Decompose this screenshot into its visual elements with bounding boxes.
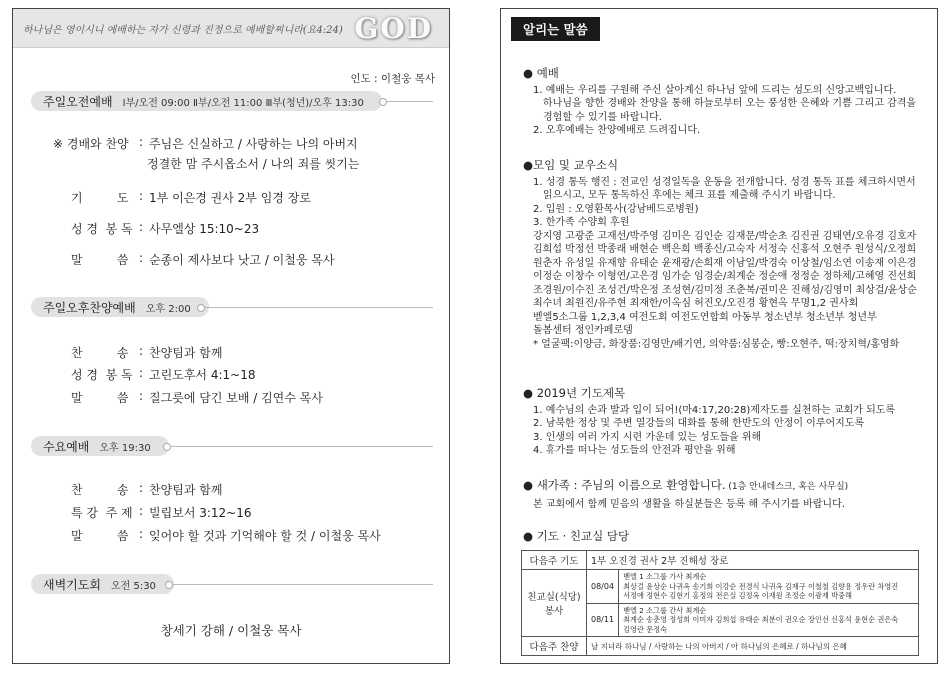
section-title: 주일오전예배 [43, 94, 113, 109]
notice-heading: ●모임 및 교우소식 [523, 158, 619, 172]
notice-line: 읽으시고, 모두 통독하신 후에는 체크 표를 제출해 주시기 바랍니다. [543, 190, 836, 201]
duty-line: 김영란 문정숙 [623, 624, 668, 634]
row-value: 찬양팀과 함께 [149, 346, 223, 360]
section-line [171, 446, 433, 447]
sermon-row: 말 씀 : 순종이 제사보다 낫고 / 이철웅 목사 [71, 251, 335, 267]
table-row [522, 570, 919, 604]
announcements-title: 알리는 말씀 [511, 17, 600, 41]
section-time: Ⅰ부/오전 09:00 Ⅱ부/오전 11:00 Ⅲ부(청년)/오후 13:30 [122, 97, 364, 109]
notice-line: 경험할 수 있기를 바랍니다. [543, 111, 662, 123]
table-cell: 다음주 기도 [522, 551, 587, 570]
section-pill [31, 574, 174, 594]
section-title: 주일오후찬양예배 [43, 300, 136, 315]
row-label: 말 씀 [71, 253, 129, 267]
duty-heading-block [523, 530, 923, 547]
row-label: 특 강 주 제 [71, 506, 133, 520]
section-pill [31, 91, 382, 111]
praise-row: 찬 송 : 찬양팀과 함께 [71, 481, 223, 497]
section-line [205, 307, 433, 308]
row-value: 주님은 신실하고 / 사랑하는 나의 아버지 [149, 137, 358, 151]
row-label: 기 도 [71, 191, 129, 205]
section-sunday-pm-header [31, 297, 433, 317]
section-dot [165, 581, 173, 589]
dawn-text: 창세기 강해 / 이철웅 목사 [160, 623, 302, 638]
verse-banner [13, 9, 449, 48]
notice-line: 본 교회에서 함께 믿음의 생활을 하실분들은 등록 해 주시기를 바랍니다. [533, 498, 845, 510]
prayer-notice [523, 387, 923, 458]
announcements-panel [500, 8, 938, 664]
row-value: 잊어야 할 것과 기억해야 할 것 / 이철웅 목사 [149, 529, 381, 543]
notice-line: 1. 성경 통독 행진 : 전교인 성경일독을 운동을 전개합니다. 성경 통독 표를 체크하시면서 [533, 176, 916, 188]
section-pill [31, 436, 169, 456]
notice-line: 이정순 이창수 이형연/고은경 임가순 임경순/최계순 정순애 정정순 정하체/고혜영 진선희 [533, 271, 917, 282]
section-wednesday-header [31, 436, 433, 456]
section-dot [197, 304, 205, 312]
row-label: 말 씀 [71, 391, 129, 405]
table-row [522, 551, 919, 570]
section-time: 오후 2:00 [145, 303, 191, 315]
reading-row: 성 경 봉 독 : 사무엘상 15:10~23 [71, 220, 260, 236]
table-cell: 날 지녀라 하나님 / 사랑하는 나의 아버지 / 아 하나님의 은혜로 / 하나님의 은혜 [587, 637, 919, 656]
section-line [173, 584, 433, 585]
leader-text: 인도 : 이철웅 목사 [350, 73, 435, 85]
prayer-row: 기 도 : 1부 이은경 권사 2부 임경 장로 [71, 189, 311, 205]
table-cell: 다음주 찬양 [522, 637, 587, 656]
section-dawn-header [31, 574, 433, 594]
praise-row: 찬 송 : 찬양팀과 함께 [71, 344, 223, 360]
newcomer-heading: ● 새가족 : 주님의 이름으로 환영합니다. [523, 478, 726, 492]
duty-line: 서정애 정현수 김현기 홍정의 전은실 김정옥 이재원 조정순 이광재 박중해 [623, 591, 852, 600]
row-value: 1부 이은경 권사 2부 임경 장로 [149, 191, 311, 205]
sermon-row: 말 씀 : 질그릇에 담긴 보배 / 김연수 목사 [71, 389, 323, 405]
special-row: 특 강 주 제 : 빌립보서 3:12~16 [71, 504, 252, 520]
row-label: 성 경 봉 독 [71, 368, 133, 382]
verse-text: 하나님은 영이시니 예배하는 자가 신령과 진정으로 예배할찌니라(요4:24) [23, 25, 343, 36]
worship-order-panel [12, 8, 450, 664]
notice-line: 3. 인생의 여러 가지 시련 가운데 있는 성도들을 위해 [533, 431, 762, 443]
notice-line: 돌봄센터 정인카페로뎀 [533, 325, 633, 336]
duty-line: 벧엘 2 소그룹 간사 최계순 [623, 605, 707, 615]
row-value: 질그릇에 담긴 보배 / 김연수 목사 [149, 391, 323, 405]
duty-line: 최계순 송춘영 정성희 이미자 김희섭 유태순 최분이 권오순 장인선 신홍석 윤현순 권은숙 [623, 615, 899, 624]
news-notice [523, 159, 923, 351]
row-label: 성 경 봉 독 [71, 222, 133, 236]
section-time: 오후 19:30 [99, 442, 151, 454]
duty-line: 벧엘 1 소그룹 가사 최계순 [623, 572, 707, 581]
notice-line: 강지영 고광준 고재선/박주영 김미은 김인순 김재문/박순초 김진권 김태연/오유경 김호자 [533, 230, 917, 242]
duty-line: 최상걸 윤상순 나귀옥 송기희 이강순 전경식 나귀옥 김재구 이철철 김향용 정우란 차영진 [623, 581, 899, 591]
god-logo: GOD [354, 12, 433, 45]
worship-row: ※ 경배와 찬양 : 주님은 신실하고 / 사랑하는 나의 아버지 [53, 135, 358, 151]
sermon-row: 말 씀 : 잊어야 할 것과 기억해야 할 것 / 이철웅 목사 [71, 527, 381, 543]
table-cell: 08/11 [587, 603, 619, 637]
section-title: 수요예배 [43, 439, 90, 454]
section-sunday-am-header [31, 91, 433, 111]
notice-line: * 얼굴팩:이양금, 화장품:김영만/배기연, 의약품:심봉순, 빵:오현주, 떡:장치혁/홍영화 [533, 338, 900, 350]
row-label: ※ 경배와 찬양 [53, 137, 129, 151]
table-row [522, 637, 919, 656]
table-cell [522, 570, 587, 637]
row-value: 순종이 제사보다 낫고 / 이철웅 목사 [149, 253, 335, 267]
section-title: 새벽기도회 [43, 577, 101, 592]
notice-line: 최수녀 최원진/유주현 최재한/이옥심 허진오/오진경 황현옥 무명1,2 권사회 [533, 298, 859, 309]
row-value: 고린도후서 4:1~18 [149, 368, 256, 382]
section-pill [31, 297, 209, 317]
duty-table [521, 550, 919, 656]
table-cell [619, 603, 919, 637]
notice-line: 벧엘5소그룹 1,2,3,4 여전도회 여전도연합회 아동부 청소년부 청소년부 청년부 [533, 311, 877, 323]
notice-heading: ● 2019년 기도제목 [523, 386, 626, 400]
notice-line: 김희섭 박정선 박종래 배현순 백은희 백종신/고숙자 서정숙 신홍석 오현주 원성식/오정희 [533, 244, 917, 255]
fellowship-label: 친교실(식당) [527, 592, 581, 603]
section-time: 오전 5:30 [110, 580, 156, 592]
notice-line: 조경원/이수진 조성건/박은정 조성현/김미정 조춘복/권미은 진해성/김영미 최상걸/윤상순 [533, 284, 917, 296]
row-value: 사무엘상 15:10~23 [149, 222, 260, 236]
section-dot [163, 443, 171, 451]
table-cell: 08/04 [587, 570, 619, 604]
newcomer-heading-small: (1층 안내데스크, 혹은 사무실) [725, 482, 849, 492]
row-label: 찬 송 [71, 483, 129, 497]
notice-line: 2. 입원 : 오영환목사(강남베드로병원) [533, 203, 699, 215]
notice-line: 1. 예수님의 손과 발과 입이 되어!(마4:17,20:28)제자도를 실천하는 교회가 되도록 [533, 404, 896, 416]
notice-line: 3. 한가족 수양회 후원 [533, 217, 630, 228]
notice-line: 1. 예배는 우리를 구원해 주신 살아계신 하나님 앞에 드리는 성도의 신앙고백입니다. [533, 84, 897, 96]
notice-line: 4. 휴가를 떠나는 성도들의 안전과 평안을 위해 [533, 445, 736, 456]
row-label: 말 씀 [71, 529, 129, 543]
notice-heading: ● 예배 [523, 66, 559, 80]
notice-line: 2. 남북한 정상 및 주변 열강들의 대화를 통해 한반도의 안정이 이루어지도록 [533, 418, 865, 429]
notice-line: 하나님을 향한 경배와 찬양을 통해 하늘로부터 오는 풍성한 은혜와 기쁨 그리고 감격을 [543, 98, 917, 109]
worship-row-2 [147, 155, 359, 172]
notice-heading: ● 기도 · 친교실 담당 [523, 529, 630, 543]
row-value: 빌립보서 3:12~16 [149, 506, 252, 520]
row-value: 찬양팀과 함께 [149, 483, 223, 497]
row-value: 정결한 맘 주시옵소서 / 나의 죄를 씻기는 [147, 157, 360, 171]
row-label: 찬 송 [71, 346, 129, 360]
section-line [387, 101, 433, 102]
notice-heading [523, 479, 923, 495]
reading-row: 성 경 봉 독 : 고린도후서 4:1~18 [71, 366, 256, 382]
section-dot [379, 98, 387, 106]
table-cell: 1부 오진경 권사 2부 진해성 장로 [587, 551, 919, 570]
newcomer-notice [523, 479, 923, 511]
fellowship-label-2: 봉사 [544, 606, 564, 617]
worship-notice [523, 67, 923, 138]
notice-line: 2. 오후예배는 찬양예배로 드려집니다. [533, 125, 701, 136]
table-cell [619, 570, 919, 604]
notice-line: 원춘자 유성일 유재향 유태순 윤재광/손희재 이남일/박경숙 이상철/임소연 이송재 이은경 [533, 257, 917, 269]
